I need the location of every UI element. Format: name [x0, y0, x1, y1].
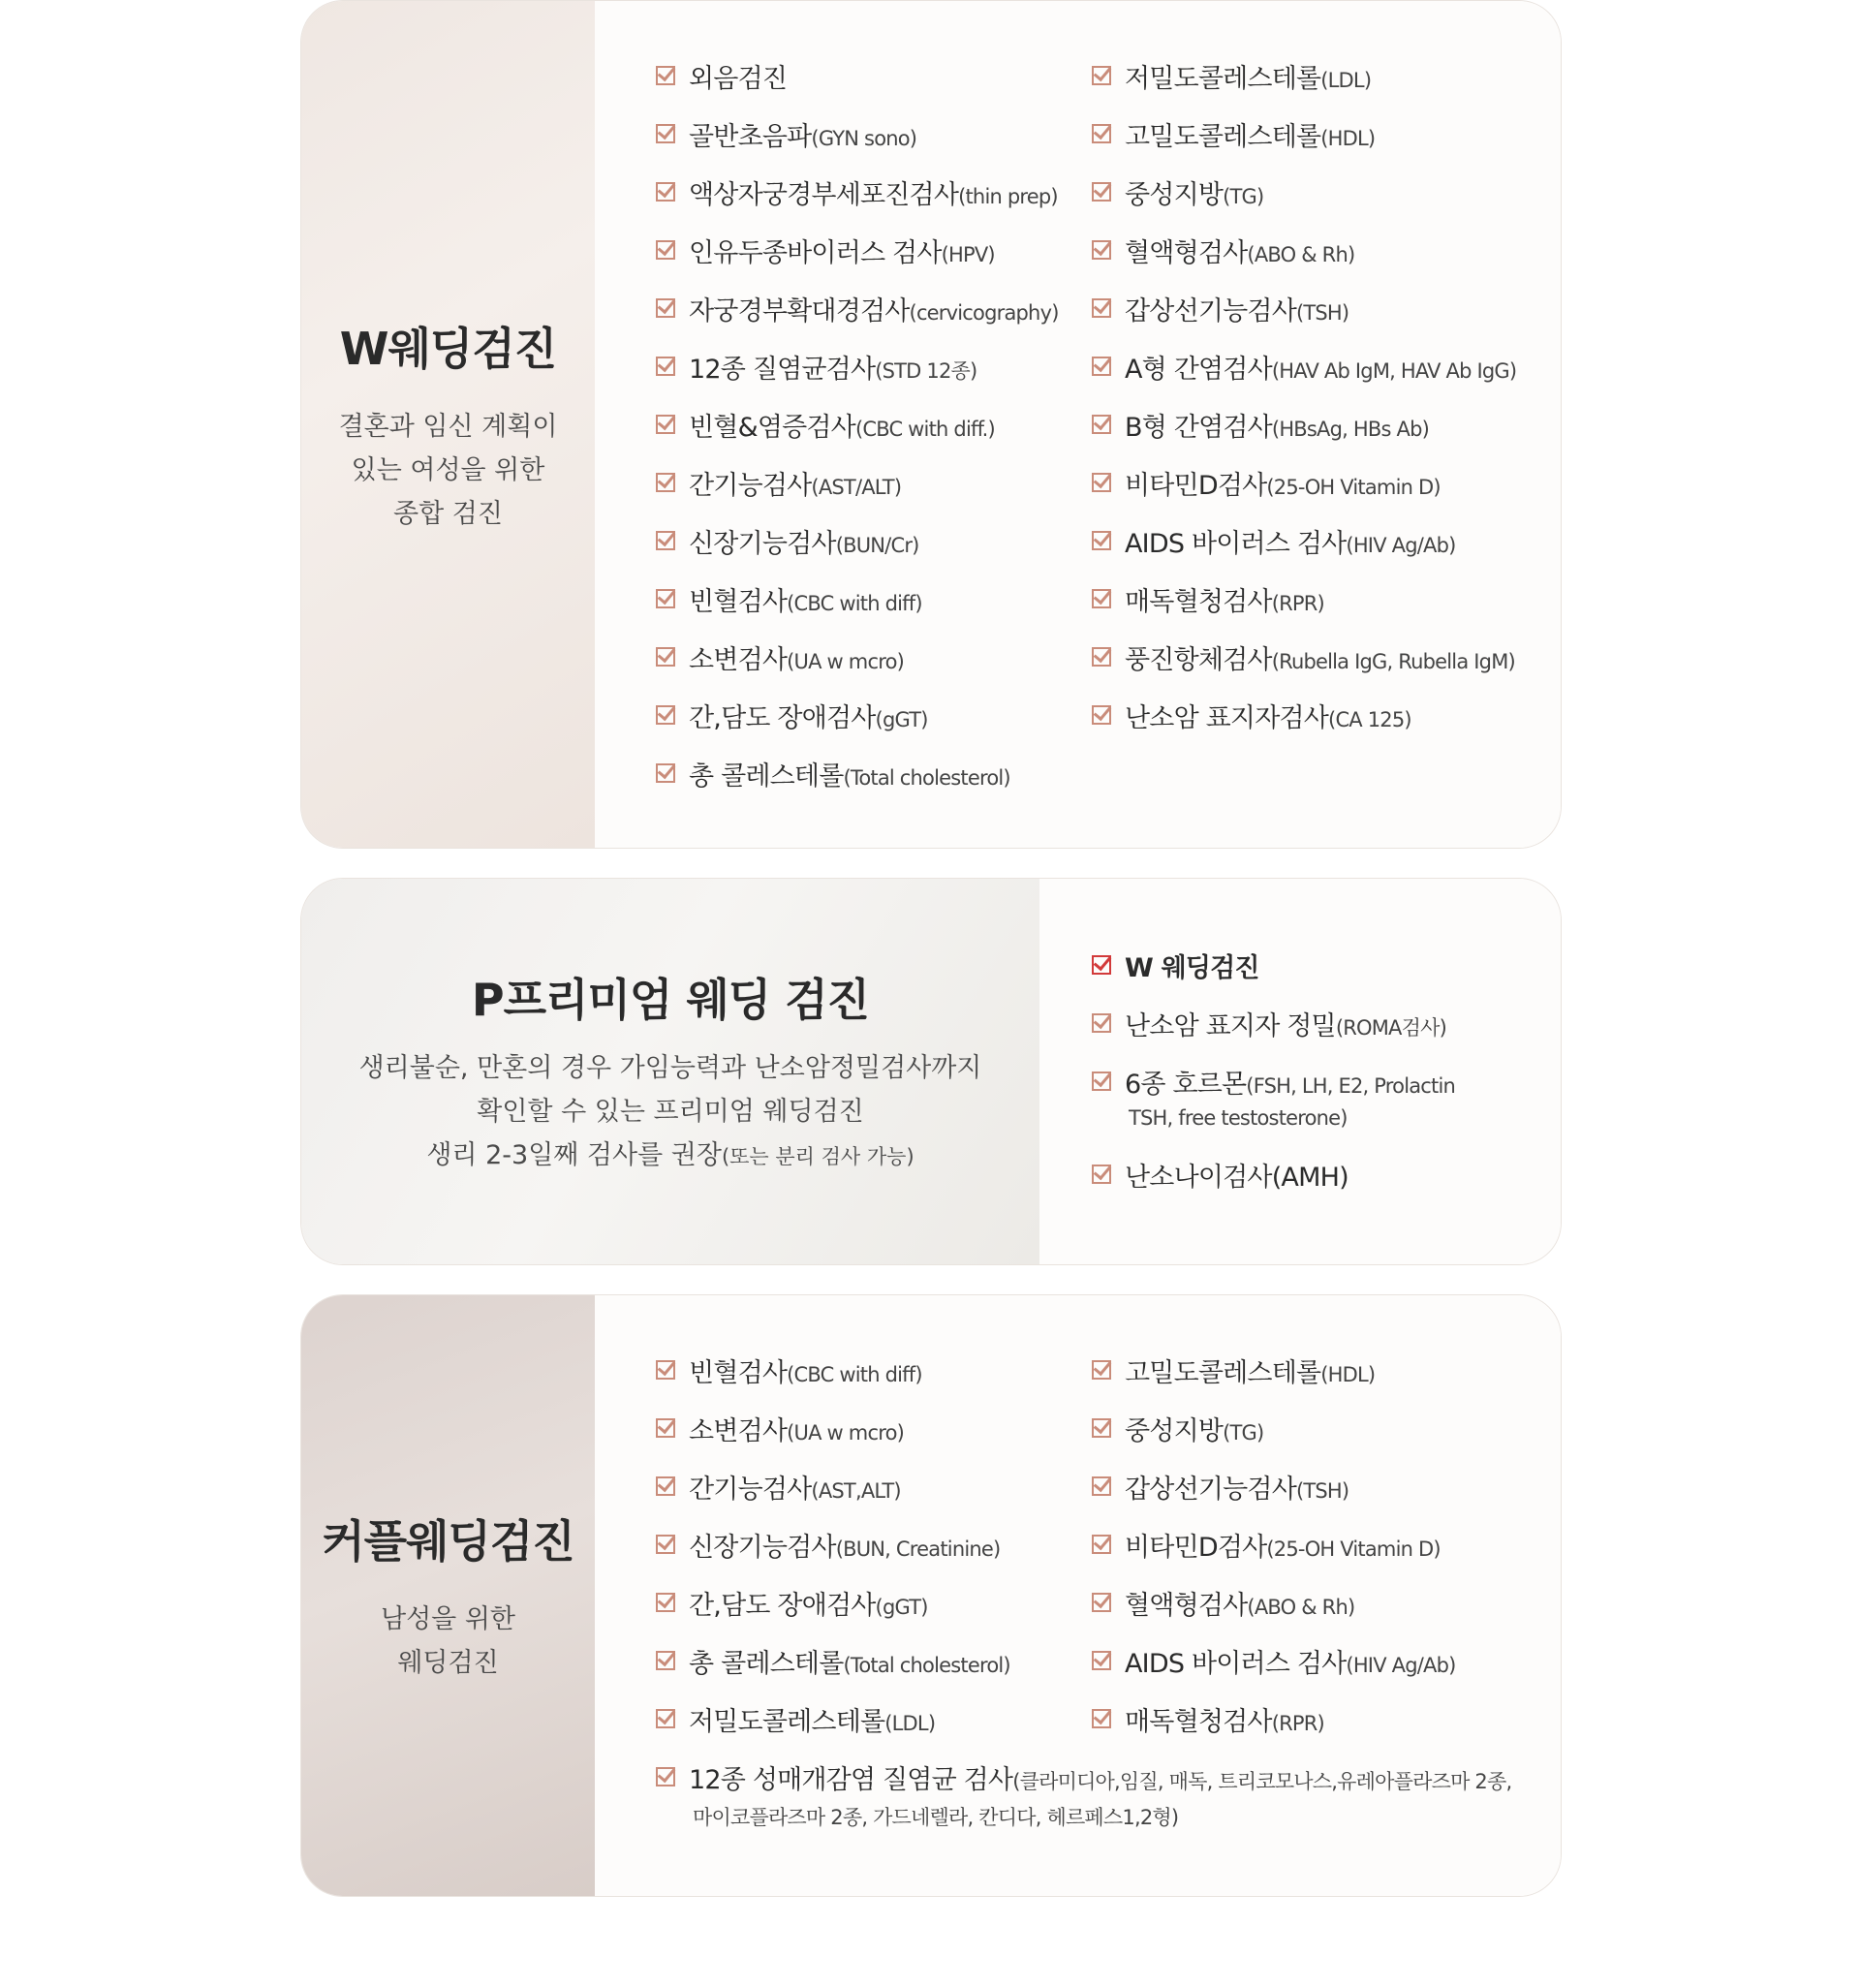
item-label: 간기능검사 [689, 471, 812, 501]
desc-note: (또는 분리 검사 가능) [721, 1144, 914, 1168]
item-detail: (HIV Ag/Ab) [1346, 534, 1456, 557]
checkbox-checked-icon [656, 589, 675, 608]
desc-line: 웨딩검진 [397, 1648, 499, 1678]
item-text [1125, 232, 1354, 269]
checkbox-checked-icon [656, 531, 675, 550]
checkbox-checked-icon [656, 1651, 675, 1670]
item-text [689, 57, 787, 95]
item-detail: (CA 125) [1328, 708, 1411, 731]
desc-line: 결혼과 임신 계획이 [338, 411, 558, 442]
checklist-item [656, 638, 1059, 697]
item-text [1125, 406, 1429, 444]
checklist-item [1092, 580, 1516, 638]
item-detail-continued: 마이코플라즈마 2종, 가드네렐라, 칸디다, 헤르페스1,2형) [693, 1806, 1179, 1829]
item-detail: (cervicography) [909, 301, 1059, 325]
item-text [689, 232, 995, 269]
checkbox-checked-icon [1092, 1651, 1111, 1670]
checkbox-checked-icon [656, 415, 675, 434]
item-label: 혈액형검사 [1125, 238, 1248, 268]
item-text [1125, 1063, 1455, 1130]
item-detail: (HPV) [941, 243, 995, 266]
item-text [689, 755, 1010, 792]
checklist-item [656, 580, 1059, 638]
item-text [1125, 1700, 1324, 1738]
checklist-item [656, 1584, 1010, 1642]
item-detail: (AST,ALT) [811, 1479, 901, 1503]
item-text [689, 1526, 1000, 1564]
item-detail: (GYN sono) [811, 127, 917, 150]
item-detail: (ABO & Rh) [1247, 1596, 1355, 1619]
w-wedding-side-panel [301, 1, 595, 848]
couple-wedding-card [300, 1294, 1562, 1897]
checkbox-checked-icon [656, 240, 675, 260]
w-wedding-left-column [656, 57, 1059, 813]
item-label: 총 콜레스테롤 [689, 1649, 844, 1679]
checkbox-checked-icon [656, 705, 675, 725]
item-detail: (TSH) [1295, 301, 1349, 325]
couple-wedding-title: 커플웨딩검진 [322, 1515, 574, 1568]
checkbox-checked-icon [1092, 531, 1111, 550]
checkbox-checked-icon [656, 473, 675, 492]
item-label: 빈혈검사 [689, 1358, 788, 1388]
item-label: 외음검진 [689, 64, 788, 94]
checkbox-checked-icon [1092, 182, 1111, 202]
item-detail: (Total cholesterol) [843, 766, 1010, 790]
item-detail: (BUN/Cr) [835, 534, 919, 557]
item-label: 중성지방 [1125, 1416, 1224, 1446]
item-text [1125, 638, 1515, 676]
checkbox-checked-icon [1092, 705, 1111, 725]
item-text [689, 697, 928, 734]
item-text [1125, 1468, 1348, 1506]
checkbox-checked-icon [1092, 647, 1111, 667]
item-label: 간,담도 장애검사 [689, 1591, 876, 1621]
item-detail: (LDL) [1320, 69, 1372, 92]
desc-line: 있는 여성을 위한 [351, 454, 545, 485]
item-label: 저밀도콜레스테롤 [689, 1707, 885, 1737]
desc-line: 종합 검진 [393, 498, 503, 529]
item-text [689, 348, 976, 386]
checkbox-checked-icon [656, 298, 675, 318]
item-text [689, 638, 904, 676]
checklist-item [1092, 464, 1516, 522]
item-label: 6종 호르몬 [1125, 1070, 1247, 1100]
item-label: 난소암 표지자 정밀 [1125, 1011, 1336, 1041]
checklist-item [1092, 1410, 1456, 1468]
item-detail: (CBC with diff) [787, 592, 922, 615]
checkbox-checked-icon [1092, 415, 1111, 434]
item-text [1125, 57, 1371, 95]
item-detail: (25-OH Vitamin D) [1266, 1538, 1441, 1561]
checkbox-checked-icon [1092, 66, 1111, 85]
item-label: 인유두종바이러스 검사 [689, 238, 942, 268]
desc-line: 남성을 위한 [381, 1604, 515, 1634]
checkbox-checked-icon [656, 1593, 675, 1612]
item-detail-continued: TSH, free testosterone) [1129, 1106, 1348, 1130]
item-text [1125, 1410, 1263, 1447]
item-label: 총 콜레스테롤 [689, 761, 844, 792]
item-text [689, 1700, 935, 1738]
checklist-item [656, 522, 1059, 580]
item-text [689, 1351, 922, 1389]
item-text [1125, 1005, 1446, 1042]
item-detail: (UA w mcro) [787, 1421, 905, 1444]
item-text [1125, 1584, 1354, 1622]
checklist-item [1092, 406, 1516, 464]
checklist-item [656, 290, 1059, 348]
item-detail: (CBC with diff.) [854, 418, 995, 441]
item-detail: (Total cholesterol) [843, 1654, 1010, 1677]
checklist-item [656, 1468, 1010, 1526]
p-premium-description [359, 1046, 982, 1179]
couple-wedding-description [381, 1598, 515, 1685]
item-detail: (FSH, LH, E2, Prolactin [1246, 1074, 1456, 1098]
item-detail: (ABO & Rh) [1247, 243, 1355, 266]
item-label: 갑상선기능검사 [1125, 1475, 1296, 1505]
couple-wedding-side-panel [301, 1295, 595, 1896]
checklist-item [1092, 57, 1516, 115]
checkbox-checked-icon [1092, 1418, 1111, 1438]
item-label: 난소암 표지자검사 [1125, 703, 1329, 733]
item-label: AIDS 바이러스 검사 [1125, 1649, 1347, 1679]
checklist-item [1092, 290, 1516, 348]
item-text [689, 290, 1059, 327]
checkbox-checked-icon [1092, 124, 1111, 143]
checklist-item [1092, 173, 1516, 232]
item-detail: (ROMA검사) [1335, 1016, 1446, 1040]
checkbox-checked-icon [656, 763, 675, 783]
checklist-item [1092, 1526, 1456, 1584]
item-label: 갑상선기능검사 [1125, 296, 1296, 326]
p-premium-title: P프리미엄 웨딩 검진 [471, 973, 870, 1026]
item-label: 간,담도 장애검사 [689, 703, 876, 733]
checklist-item [1092, 1642, 1456, 1700]
item-text [689, 464, 901, 502]
checkbox-checked-icon [656, 124, 675, 143]
item-detail: (gGT) [875, 1596, 928, 1619]
checkbox-checked-icon [1092, 589, 1111, 608]
item-label: 자궁경부확대경검사 [689, 296, 910, 326]
checkbox-checked-icon [1092, 1013, 1111, 1033]
p-premium-column [1092, 947, 1455, 1214]
item-text [689, 1468, 901, 1506]
item-detail: (BUN, Creatinine) [835, 1538, 1001, 1561]
item-text [1125, 173, 1263, 211]
item-label: 신장기능검사 [689, 529, 836, 559]
checklist-item [1092, 697, 1516, 755]
checkbox-checked-icon [1092, 1593, 1111, 1612]
w-wedding-checkup-card [300, 0, 1562, 849]
item-text [689, 580, 922, 618]
item-detail: (HDL) [1320, 127, 1376, 150]
item-detail: (25-OH Vitamin D) [1266, 476, 1441, 499]
item-text [689, 1584, 928, 1622]
item-text [689, 1642, 1010, 1680]
item-text [689, 1758, 1511, 1831]
couple-wide-row [656, 1758, 1511, 1851]
item-label: B형 간염검사 [1125, 413, 1272, 443]
checkbox-checked-icon [1092, 473, 1111, 492]
couple-left-column [656, 1351, 1010, 1758]
checklist-item [656, 464, 1059, 522]
checklist-item [656, 173, 1059, 232]
item-label: 빈혈&염증검사 [689, 413, 855, 443]
checkbox-checked-icon [656, 1709, 675, 1728]
checklist-item [656, 348, 1059, 406]
item-text [1125, 290, 1348, 327]
p-premium-item-list [1039, 879, 1561, 1264]
item-text [1125, 464, 1441, 502]
checklist-item [656, 1700, 1010, 1758]
item-text [1125, 115, 1375, 153]
checklist-item [1092, 1468, 1456, 1526]
checkbox-checked-icon [1092, 1535, 1111, 1554]
item-detail: (UA w mcro) [787, 650, 905, 673]
item-detail: (HDL) [1320, 1363, 1376, 1386]
item-detail: (HIV Ag/Ab) [1346, 1654, 1456, 1677]
item-label: 매독혈청검사 [1125, 1707, 1272, 1737]
item-detail: (TSH) [1295, 1479, 1349, 1503]
checkbox-checked-icon [1092, 955, 1111, 975]
desc-line: 생리불순, 만혼의 경우 가임능력과 난소암정밀검사까지 [358, 1052, 982, 1083]
checklist-item [1092, 947, 1455, 1005]
checkbox-checked-icon [656, 1767, 675, 1786]
checklist-item [656, 115, 1059, 173]
item-label: 비타민D검사 [1125, 471, 1267, 501]
item-label: 비타민D검사 [1125, 1533, 1267, 1563]
item-text [1125, 580, 1324, 618]
item-text [689, 115, 916, 153]
item-text [1125, 348, 1516, 386]
item-label: 골반초음파 [689, 122, 812, 152]
item-label: 풍진항체검사 [1125, 645, 1272, 675]
item-detail: (클라미디아,임질, 매독, 트리코모나스,유레아플라즈마 2종, [1012, 1770, 1512, 1793]
checklist-item [1092, 1005, 1455, 1063]
checklist-item [656, 1642, 1010, 1700]
item-label: 빈혈검사 [689, 587, 788, 617]
checkbox-checked-icon [1092, 240, 1111, 260]
item-label: 소변검사 [689, 645, 788, 675]
p-premium-side-panel [301, 879, 1039, 1264]
item-label: W 웨딩검진 [1125, 953, 1259, 983]
item-text [1125, 1156, 1348, 1194]
item-detail: (RPR) [1271, 592, 1324, 615]
item-label: 고밀도콜레스테롤 [1125, 1358, 1321, 1388]
item-label: 액상자궁경부세포진검사 [689, 180, 959, 210]
checklist-item [656, 1351, 1010, 1410]
checklist-item [656, 406, 1059, 464]
item-label: 간기능검사 [689, 1475, 812, 1505]
checklist-item [656, 697, 1059, 755]
item-label: AIDS 바이러스 검사 [1125, 529, 1347, 559]
checkbox-checked-icon [1092, 357, 1111, 376]
couple-right-column [1092, 1351, 1456, 1758]
checkbox-checked-icon [656, 1535, 675, 1554]
w-wedding-item-list [595, 1, 1561, 848]
checkbox-checked-icon [1092, 1360, 1111, 1380]
desc-line: 생리 2-3일째 검사를 권장 [426, 1139, 722, 1170]
checklist-item [656, 232, 1059, 290]
w-wedding-description [339, 405, 558, 536]
checkbox-checked-icon [656, 182, 675, 202]
checklist-item [1092, 1700, 1456, 1758]
item-text [1125, 947, 1259, 984]
checklist-item [1092, 522, 1516, 580]
checklist-item [1092, 1584, 1456, 1642]
checkbox-checked-icon [1092, 298, 1111, 318]
p-premium-wedding-card [300, 878, 1562, 1265]
item-text [1125, 1526, 1441, 1564]
checklist-item [1092, 232, 1516, 290]
item-text [689, 173, 1058, 211]
item-label: 신장기능검사 [689, 1533, 836, 1563]
couple-wedding-item-list [595, 1295, 1561, 1896]
checklist-item [1092, 1156, 1455, 1214]
item-text [689, 522, 919, 560]
item-label: 고밀도콜레스테롤 [1125, 122, 1321, 152]
item-label: 저밀도콜레스테롤 [1125, 64, 1321, 94]
item-label: 중성지방 [1125, 180, 1224, 210]
item-text [1125, 1351, 1375, 1389]
checklist-item [1092, 115, 1516, 173]
checklist-item [1092, 638, 1516, 697]
checklist-item [656, 1758, 1511, 1851]
item-label: 12종 질염균검사 [689, 355, 876, 385]
item-text [1125, 1642, 1456, 1680]
checklist-item [656, 1526, 1010, 1584]
item-detail: (thin prep) [958, 185, 1058, 208]
item-detail: (CBC with diff) [787, 1363, 922, 1386]
item-detail: (TG) [1223, 185, 1264, 208]
checklist-item [656, 1410, 1010, 1468]
checkbox-checked-icon [1092, 1709, 1111, 1728]
item-text [1125, 522, 1456, 560]
desc-line: 확인할 수 있는 프리미엄 웨딩검진 [477, 1096, 864, 1127]
item-detail: (STD 12종) [875, 359, 977, 383]
item-label: 소변검사 [689, 1416, 788, 1446]
checklist-item [1092, 1351, 1456, 1410]
w-wedding-right-column [1092, 57, 1516, 755]
checkbox-checked-icon [656, 647, 675, 667]
checklist-item [1092, 348, 1516, 406]
item-label: 혈액형검사 [1125, 1591, 1248, 1621]
item-label: 12종 성매개감염 질염균 검사 [689, 1765, 1013, 1795]
item-label: 매독혈청검사 [1125, 587, 1272, 617]
checkbox-checked-icon [1092, 1165, 1111, 1184]
checklist-item [656, 755, 1059, 813]
item-detail: (RPR) [1271, 1712, 1324, 1735]
item-detail: (Rubella IgG, Rubella IgM) [1271, 650, 1515, 673]
checkbox-checked-icon [656, 1418, 675, 1438]
item-detail: (TG) [1223, 1421, 1264, 1444]
item-text [689, 406, 995, 444]
checkbox-checked-icon [1092, 1072, 1111, 1091]
item-detail: (LDL) [884, 1712, 936, 1735]
checkbox-checked-icon [656, 1360, 675, 1380]
checklist-item [1092, 1063, 1455, 1156]
item-text [1125, 697, 1411, 734]
item-label: 난소나이검사(AMH) [1125, 1163, 1348, 1193]
item-detail: (HBsAg, HBs Ab) [1271, 418, 1430, 441]
checkbox-checked-icon [656, 357, 675, 376]
item-detail: (AST/ALT) [811, 476, 902, 499]
item-text [689, 1410, 904, 1447]
checklist-item [656, 57, 1059, 115]
checkbox-checked-icon [656, 1476, 675, 1496]
item-detail: (HAV Ab IgM, HAV Ab IgG) [1271, 359, 1517, 383]
checkbox-checked-icon [656, 66, 675, 85]
item-detail: (gGT) [875, 708, 928, 731]
checkbox-checked-icon [1092, 1476, 1111, 1496]
w-wedding-title: W웨딩검진 [339, 322, 557, 375]
item-label: A형 간염검사 [1125, 355, 1272, 385]
